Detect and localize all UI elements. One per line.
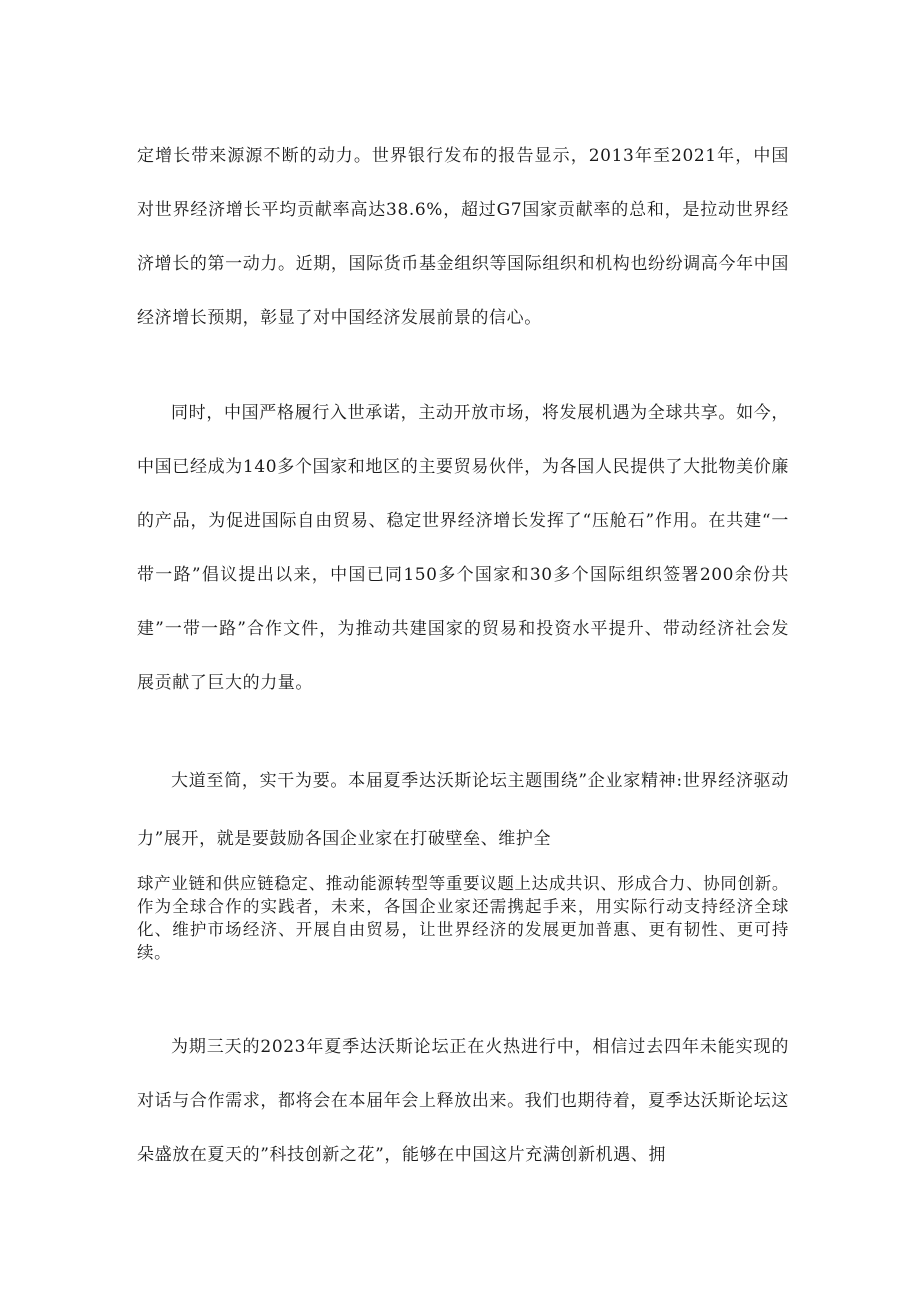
paragraph-market-opening: 同时，中国严格履行入世承诺，主动开放市场，将发展机遇为全球共享。如今，中国已经成为140多个国家和地区的主要贸易伙伴，为各国人民提供了大批物美价廉的产品，为促进国际自由贸易、稳定世界经济增长发挥了“压舱石”作用。在共建“一带一路”倡议提出以来，中国已同150多个国家和30多个国际组织签署200余份共建”一带一路”合作文件，为推动共建国家的贸易和投资水平提升、带动经济社会发展贡献了巨大的力量。: [137, 403, 789, 693]
paragraph-forum-theme-part2: 球产业链和供应链稳定、推动能源转型等重要议题上达成共识、形成合力、协同创新。作为全球合作的实践者，未来，各国企业家还需携起手来，用实际行动支持经济全球化、维护市场经济、开展自由贸易，让世界经济的发展更加普惠、更有韧性、更可持续。: [137, 874, 789, 962]
paragraph-forum-theme-part1: 大道至简，实干为要。本届夏季达沃斯论坛主题围绕”企业家精神:世界经济驱动力”展开，就是要鼓励各国企业家在打破壁垒、维护全: [137, 771, 789, 849]
paragraph-forum-expectation: 为期三天的2023年夏季达沃斯论坛正在火热进行中，相信过去四年未能实现的对话与合作需求，都将会在本届年会上释放出来。我们也期待着，夏季达沃斯论坛这朵盛放在夏天的”科技创新之花”，能够在中国这片充满创新机遇、拥: [137, 1037, 789, 1165]
paragraph-growth-contribution: 定增长带来源源不断的动力。世界银行发布的报告显示，2013年至2021年，中国对世界经济增长平均贡献率高达38.6%，超过G7国家贡献率的总和，是拉动世界经济增长的第一动力。近期，国际货币基金组织等国际组织和机构也纷纷调高今年中国经济增长预期，彰显了对中国经济发展前景的信心。: [137, 146, 789, 328]
